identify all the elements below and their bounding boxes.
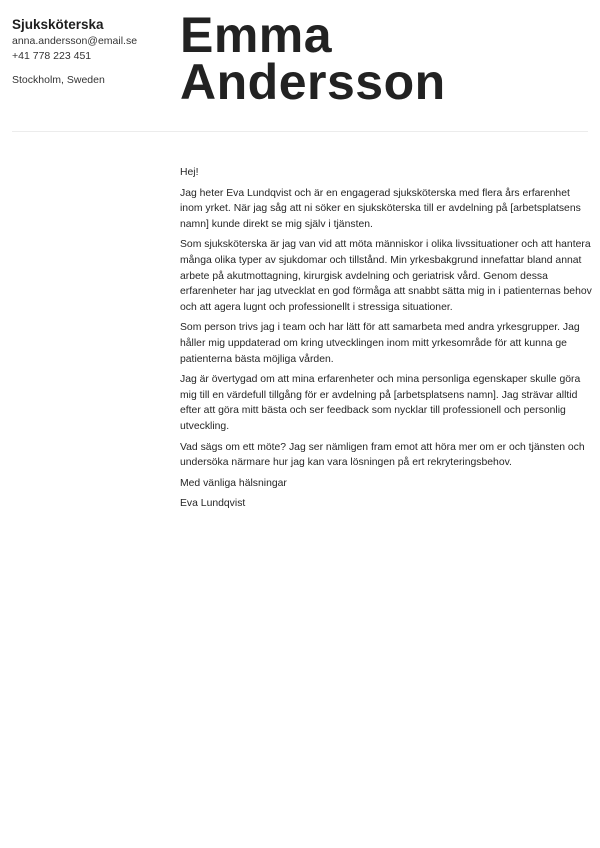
signature: Eva Lundqvist [180, 498, 246, 510]
email: anna.andersson@email.se [12, 35, 138, 47]
job-title: Sjuksköterska [12, 17, 104, 32]
closing: Med vänliga hälsningar [180, 477, 287, 489]
paragraph: Jag heter Eva Lundqvist och är en engagerad sjuksköterska med flera års erfarenhet inom yrket. När jag såg att ni söker en sjuksköterska till er avdelning på [arbetsplatsens namn] kunde direkt se mig själv i tjänsten. [180, 187, 581, 230]
location: Stockholm, Sweden [12, 74, 105, 86]
paragraph: Som sjuksköterska är jag van vid att möta människor i olika livssituationer och att hantera många olika typer av sjukdomar och tillstånd. Min yrkesbakgrund innefattar bland annat arbete på akutmottagning, kirurgisk avdelning och geriatrisk vård. Genom dessa erfarenheter har jag utvecklat en god förmåga att snabbt sätta mig in i patienternas behov och att agera lugnt och professionellt i stressiga situationer. [180, 239, 592, 313]
paragraph: Som person trivs jag i team och har lätt för att samarbeta med andra yrkesgrupper. Jag håller mig uppdaterad om kring utvecklingen inom mitt yrkesområde för att kunna ge patienterna bästa möjliga vården. [180, 322, 580, 365]
header-divider [12, 131, 588, 132]
paragraph: Vad sägs om ett möte? Jag ser nämligen fram emot att höra mer om er och tjänsten och undersöka närmare hur jag kan vara lösningen på ert rekryteringsbehov. [180, 441, 585, 469]
phone: +41 778 223 451 [12, 49, 92, 62]
contact-block [12, 16, 172, 88]
letter-body [180, 165, 592, 517]
first-name: Emma [180, 7, 333, 63]
last-name: Andersson [180, 54, 446, 110]
paragraph: Jag är övertygad om att mina erfarenheter och mina personliga egenskaper skulle göra mig till en värdefull tillgång för er avdelning på [arbetsplatsens namn]. Jag strävar alltid efter att göra mitt bästa och ser feedback som nycklar till professionell och personlig utveckling. [180, 374, 581, 432]
applicant-name [180, 7, 446, 110]
greeting: Hej! [180, 167, 199, 178]
